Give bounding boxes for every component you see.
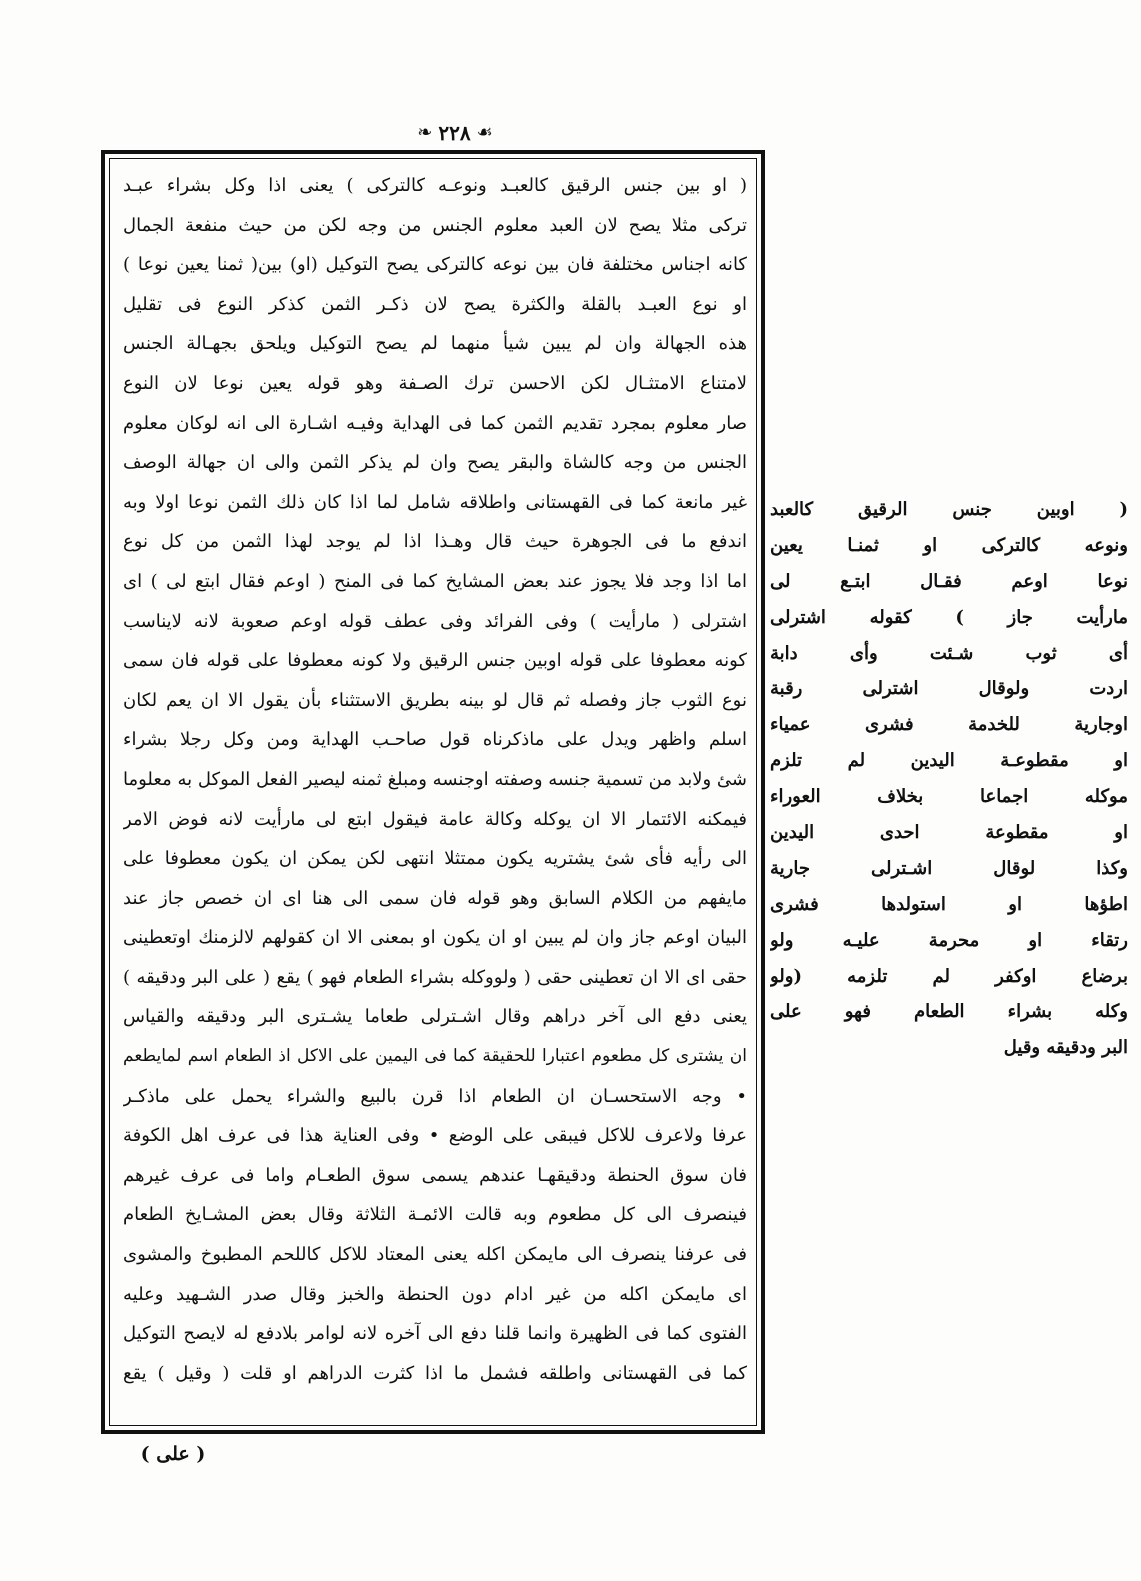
main-text-line: كونه معطوفا على قوله اوبين جنس الرقيق ولا كونه معطوفا على قوله فان سمى bbox=[123, 650, 747, 672]
side-text-line: اوجارية للخدمة فشرى عمياء bbox=[770, 714, 1128, 736]
main-text-line: اندفع ما فى الجوهرة حيث قال وهـذا اذا لم يوجد لهذا الثمن من كل نوع bbox=[123, 531, 747, 553]
side-text-line: برضاع اوكفر لم تلزمه (ولو bbox=[770, 965, 1128, 987]
main-text-line: فى عرفنا ينصرف الى مايمكن اكله يعنى المعتاد للاكل كاللحم المطبوخ والمشوى bbox=[123, 1244, 747, 1266]
main-text-line: تركى مثلا يصح لان العبد معلوم الجنس من وجه لكن من حيث منفعة الجمال bbox=[123, 214, 747, 236]
main-text-line: الفتوى كما فى الظهيرة وانما قلنا دفع الى آخره لانه لوامر بلادفع له لايصح التوكيل bbox=[123, 1323, 747, 1345]
main-text-line: اى مايمكن اكله من غير ادام دون الحنطة والخبز وقال صدر الشـهيد وعليه bbox=[123, 1283, 747, 1305]
main-text-line: ( او بين جنس الرقيق كالعبـد ونوعـه كالتركى ) يعنى اذا وكل بشراء عبـد bbox=[123, 175, 747, 196]
main-text-body bbox=[123, 166, 747, 1393]
ornament-left-icon: ❧ bbox=[417, 122, 433, 143]
page-header bbox=[370, 118, 540, 148]
side-text-line: رتقاء او محرمة عليـه ولو bbox=[770, 929, 1128, 951]
side-text-line: اطؤها او استولدها فشرى bbox=[770, 893, 1128, 915]
main-text-line: • وجه الاستحسـان ان الطعام اذا قرن بالبيع والشراء يحمل على ماذكـر bbox=[123, 1085, 747, 1107]
main-text-line: فيمكنه الائتمار الا ان يوكله وكالة عامة فيقول ابتع لى مارأيت لانه فوض الامر bbox=[123, 808, 747, 830]
main-text-line: اسلم واظهر ويدل على ماذكرناه قول صاحـب الهداية ومن وكل رجلا بشراء bbox=[123, 729, 747, 751]
main-text-line: هذه الجهالة وان لم يبين شيأ منهما لم يصح التوكيل ويلحق بجهـالة الجنس bbox=[123, 333, 747, 355]
main-text-line: يعنى دفع الى آخر دراهم وقال اشـترلى طعاما يشـترى البر ودقيقه والقياس bbox=[123, 1006, 747, 1028]
side-text-line: او مقطوعـة اليدين لم تلزم bbox=[770, 750, 1128, 772]
main-text-line: او نوع العبـد بالقلة والكثرة يصح لان ذكـر الثمن كذكر النوع فى تقليل bbox=[123, 293, 747, 315]
main-text-line: فينصرف الى كل مطعوم وبه قالت الائمـة الثلاثة وقال بعض المشـايخ الطعام bbox=[123, 1204, 747, 1226]
side-text-line: مارأيت جاز ) كقوله اشترلى bbox=[770, 606, 1128, 628]
side-text-line: وكذا لوقال اشـترلى جارية bbox=[770, 857, 1128, 879]
side-text-line: البر ودقيقه وقيل bbox=[1003, 1037, 1128, 1059]
main-text-line: اما اذا وجد فلا يجوز عند بعض المشايخ كما فى المنح ( اوعم فقال ابتع لى ) اى bbox=[123, 570, 747, 592]
side-text-line: أى ثوب شـئت وأى دابة bbox=[770, 642, 1128, 664]
main-text-line: الجنس من وجه كالشاة والبقر يصح وان لم يذكر الثمن والى ان جهالة الوصف bbox=[123, 452, 747, 474]
main-text-line: كما فى القهستانى واطلقه فشمل ما اذا كثرت الدراهم او قلت ( وقيل ) يقع bbox=[123, 1362, 747, 1384]
side-text-line: ( اوبين جنس الرقيق كالعبد bbox=[770, 499, 1128, 520]
side-text-line: او مقطوعة احدى اليدين bbox=[770, 822, 1128, 844]
main-text-line: صار معلوم بمجرد تقديم الثمن كما فى الهداية وفيـه اشـارة الى انه لوكان معلوم bbox=[123, 412, 747, 434]
side-commentary bbox=[770, 492, 1132, 1066]
main-text-line: حقى اى الا ان تعطينى حقى ( ولووكله بشراء الطعام فهو ) يقع ( على البر ودقيقه ) bbox=[123, 966, 747, 988]
main-text-line: اشترلى ( مارأيت ) وفى الفرائد وفى عطف قوله اوعم صعوبة لانه لايناسب bbox=[123, 610, 747, 632]
side-text-line: موكله اجماعا بخلاف العوراء bbox=[770, 786, 1128, 808]
side-text-line: ونوعه كالتركى او ثمنـا يعين bbox=[770, 534, 1128, 556]
main-text-frame bbox=[101, 150, 765, 1434]
page-number: ٢٢٨ bbox=[438, 121, 471, 145]
main-text-line: شئ ولابد من تسمية جنسه وصفته اوجنسه ومبلغ ثمنه ليصير الفعل الموكل به معلوما bbox=[123, 768, 747, 790]
side-text-line: نوعا اوعم فقـال ابتـع لى bbox=[770, 570, 1128, 592]
main-text-line: فان سوق الحنطة ودقيقهـا عندهم يسمى سوق الطعـام واما فى عرف غيرهم bbox=[123, 1164, 747, 1186]
main-text-line: ان يشترى كل مطعوم اعتبارا للحقيقة كما فى اليمين على الاكل اذ الطعام اسم لمايطعم bbox=[123, 1046, 747, 1067]
main-text-line: الى رأيه فأى شئ يشتريه يكون ممتثلا انتهى لكن يمكن ان يكون معطوفا على bbox=[123, 848, 747, 870]
main-text-line: كانه اجناس مختلفة فان بين نوعه كالتركى يصح التوكيل (او) بين( ثمنا يعين نوعا ) bbox=[123, 254, 747, 276]
side-text-line: اردت ولوقال اشترلى رقبة bbox=[770, 678, 1128, 700]
main-text-line: مايفهم من الكلام السابق وهو قوله فان سمى الى هنا اى ان خصص جاز عند bbox=[123, 887, 747, 909]
main-text-line: البيان اوعم جاز وان لم يبين او ان يكون او بمعنى الا ان كقولهم لالزمنك اوتعطينى bbox=[123, 927, 747, 949]
ornament-right-icon: ☙ bbox=[476, 122, 493, 143]
side-text-line: وكله بشراء الطعام فهو على bbox=[770, 1001, 1128, 1023]
main-text-line: عرفا ولاعرف للاكل فيبقى على الوضع • وفى العناية هذا فى عرف اهل الكوفة bbox=[123, 1125, 747, 1147]
catchword: ( على ) bbox=[140, 1443, 206, 1465]
main-text-line: نوع الثوب جاز وفصله ثم قال لو بينه بطريق الاستثناء بأن يقول الا ان يعم لكان bbox=[123, 689, 747, 711]
main-text-line: غير مانعة كما فى القهستانى واطلاقه شامل لما اذا كان ذلك الثمن نوعا اولا وبه bbox=[123, 491, 747, 513]
main-text-line: لامتناع الامتثـال لكن الاحسن ترك الصـفة وهو قوله يعين نوعا لان النوع bbox=[123, 372, 747, 394]
